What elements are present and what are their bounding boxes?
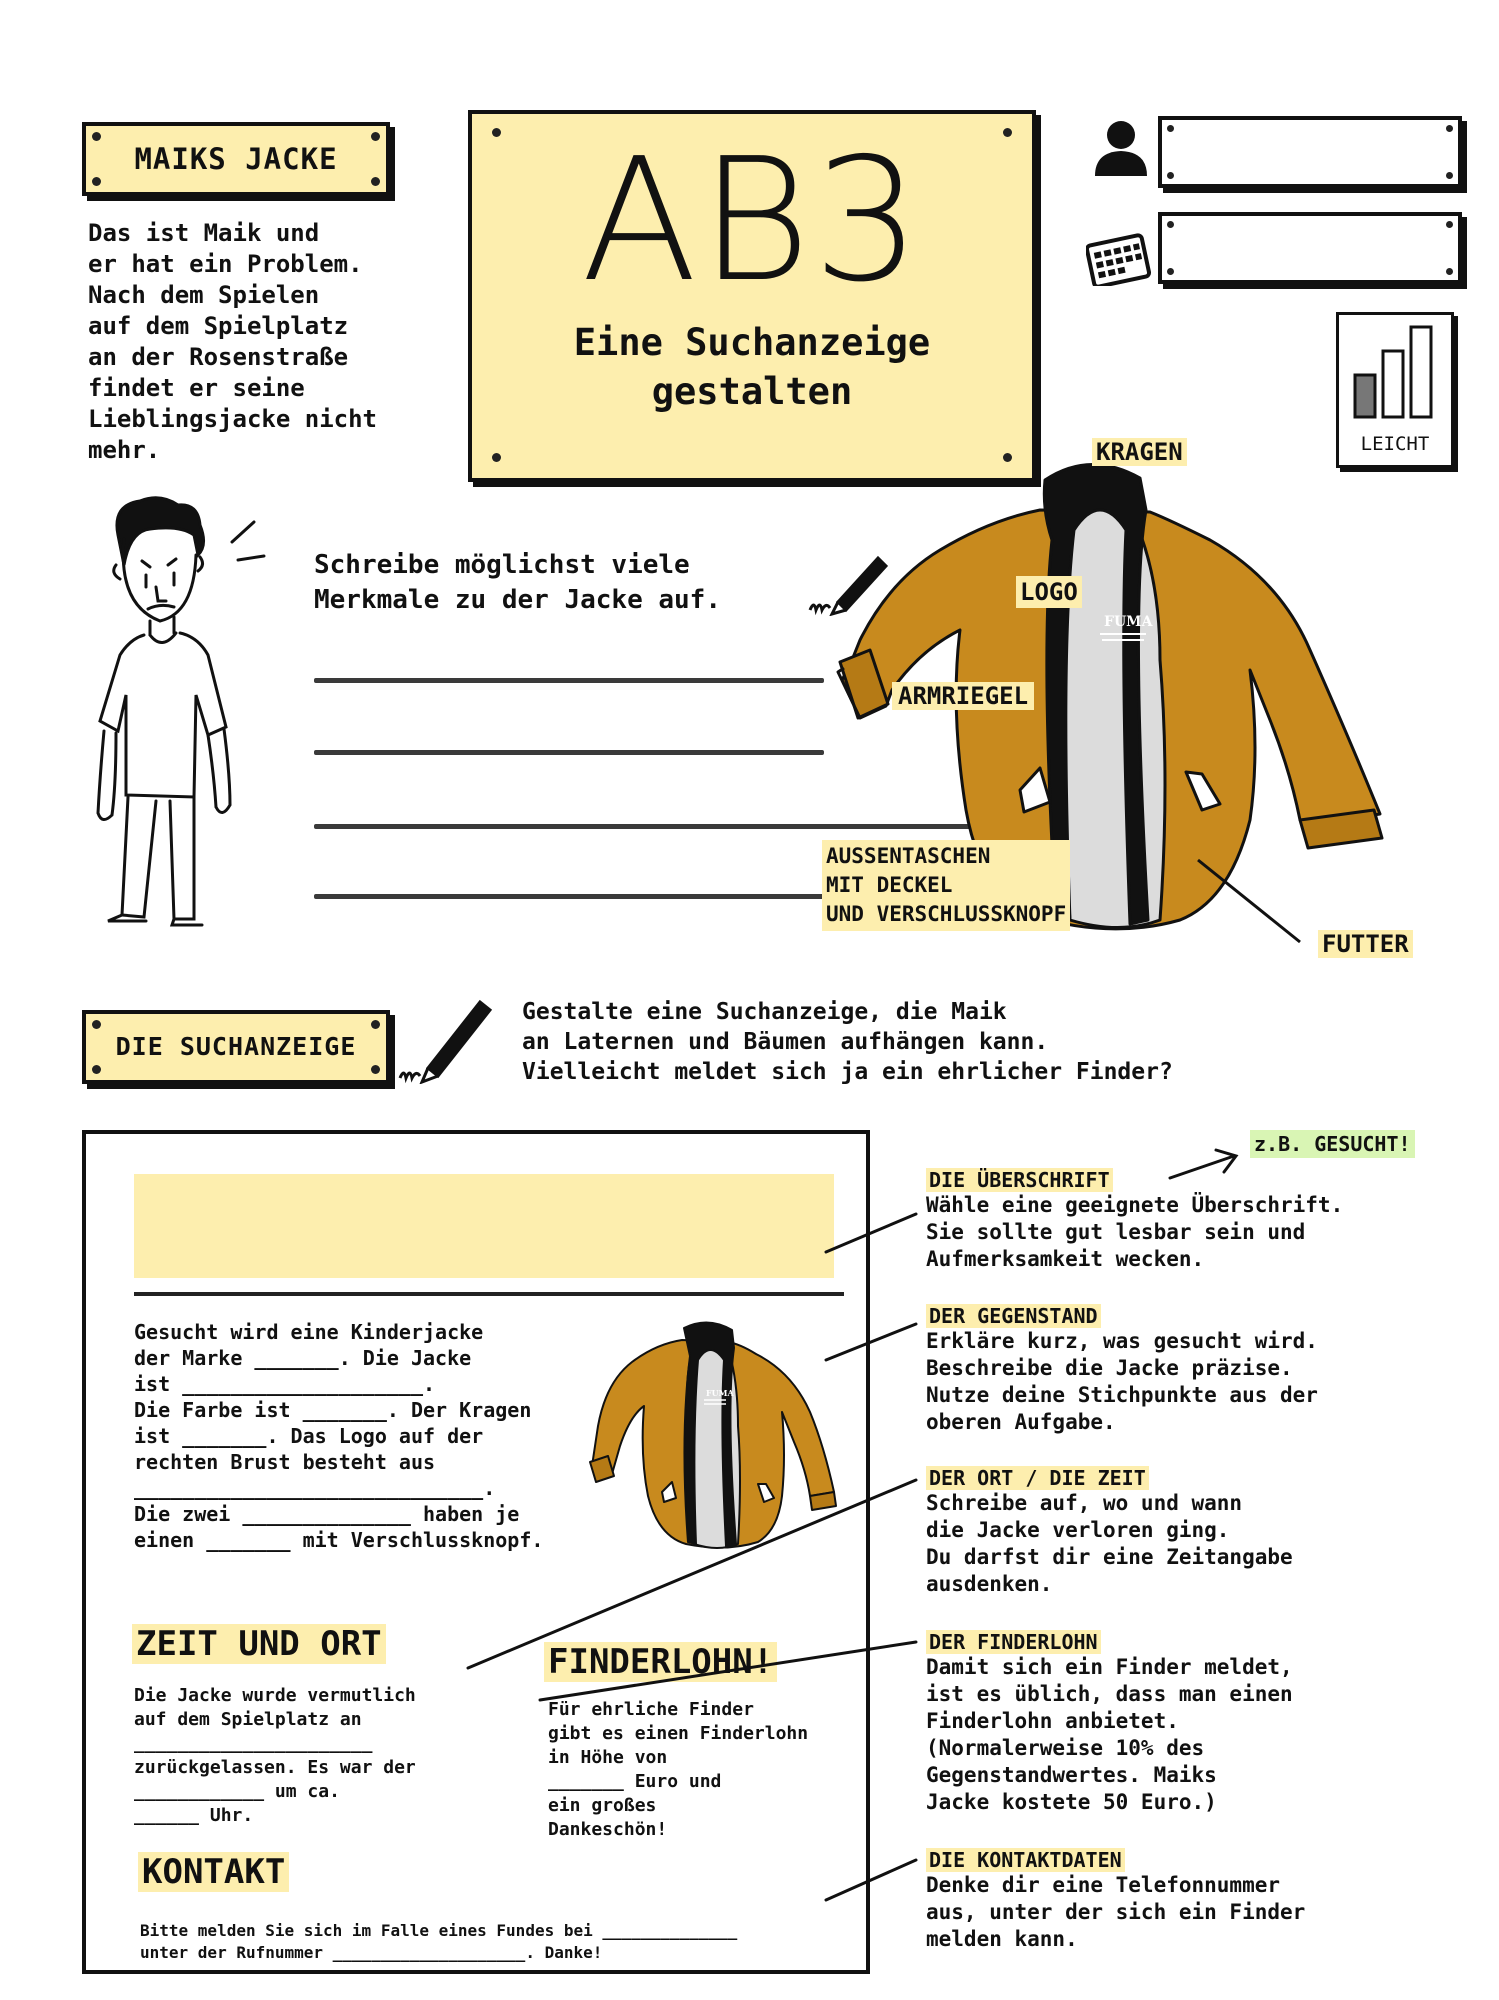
side-text-5: Denke dir eine Telefonnummer aus, unter der sich ein Finder melden kann.	[926, 1873, 1306, 1951]
label-kragen: KRAGEN	[1092, 438, 1187, 466]
side-head-2: DER GEGENSTAND	[926, 1304, 1101, 1328]
side-item-object	[926, 1304, 1486, 1436]
label-futter: FUTTER	[1318, 930, 1413, 958]
reward-text: Für ehrliche Finder gibt es einen Finderlohn in Höhe von _______ Euro und ein großes Dankeschön!	[548, 1699, 809, 1840]
side-item-contact	[926, 1848, 1486, 1953]
task1-instruction: Schreibe möglichst viele Merkmale zu der Jacke auf.	[314, 550, 721, 615]
thought-marks	[228, 520, 268, 566]
side-head-1: DIE ÜBERSCHRIFT	[926, 1168, 1113, 1192]
plaque-title-2: DIE SUCHANZEIGE	[115, 1032, 357, 1061]
task2-instruction: Gestalte eine Suchanzeige, die Maik an Laternen und Bäumen aufhängen kann. Vielleicht meldet sich ja ein ehrlicher Finder?	[522, 999, 1173, 1085]
difficulty-label: LEICHT	[1360, 433, 1430, 455]
small-jacket-brand: FUMA	[706, 1388, 734, 1398]
description-text: Gesucht wird eine Kinderjacke der Marke _______. Die Jacke ist ____________________. Die Farbe ist _______. Der Kragen ist _______. Das Logo auf der rechten Brust besteht aus _____________________________. Die zwei ______________ haben je einen _______ mit Verschlussknopf.	[134, 1320, 544, 1552]
answer-line-4[interactable]	[314, 894, 870, 899]
side-text-4: Damit sich ein Finder meldet, ist es üblich, dass man einen Finderlohn anbietet. (Normalerweise 10% des Gegenstandwertes. Maiks Jacke kostete 50 Euro.)	[926, 1655, 1293, 1814]
contact-text: Bitte melden Sie sich im Falle eines Fundes bei ______________ unter der Rufnummer ____________________. Danke!	[140, 1921, 738, 1962]
time-place-head: ZEIT UND ORT	[132, 1624, 386, 1664]
difficulty-bars-icon	[1339, 315, 1451, 425]
side-head-3: DER ORT / DIE ZEIT	[926, 1466, 1149, 1490]
label-aussentaschen: AUSSENTASCHEN MIT DECKEL UND VERSCHLUSSKNOPF	[822, 840, 1070, 931]
name-field[interactable]	[1158, 116, 1462, 188]
maiks-jacke-plaque	[82, 122, 390, 196]
example-text: z.B. GESUCHT!	[1254, 1132, 1411, 1156]
side-text-2: Erkläre kurz, was gesucht wird. Beschreibe die Jacke präzise. Nutze deine Stichpunkte aus der oberen Aufgabe.	[926, 1329, 1318, 1434]
side-head-4: DER FINDERLOHN	[926, 1630, 1101, 1654]
label-armriegel: ARMRIEGEL	[892, 682, 1034, 710]
suchanzeige-plaque	[82, 1010, 390, 1084]
pencil-icon-2	[398, 996, 498, 1084]
date-field[interactable]	[1158, 212, 1462, 284]
calendar-icon	[1086, 230, 1152, 286]
answer-line-1[interactable]	[314, 678, 824, 683]
side-item-headline	[926, 1168, 1486, 1273]
ab3-title-plaque	[468, 110, 1036, 482]
contact-head: KONTAKT	[138, 1852, 289, 1892]
connector-lines	[460, 1160, 940, 1920]
side-item-reward	[926, 1630, 1486, 1816]
side-item-place-time	[926, 1466, 1486, 1598]
ab-title: AB3	[581, 122, 923, 320]
intro-text: Das ist Maik und er hat ein Problem. Nach dem Spielen auf dem Spielplatz an der Rosenstraße findet er seine Lieblingsjacke nicht mehr.	[88, 219, 377, 464]
person-icon	[1092, 118, 1150, 178]
label-logo: LOGO	[1016, 576, 1082, 608]
jacket-brand: FUMA	[1104, 614, 1153, 630]
example-highlight	[1250, 1130, 1415, 1158]
answer-line-2[interactable]	[314, 750, 824, 755]
time-place-text: Die Jacke wurde vermutlich auf dem Spielplatz an ______________________ zurückgelassen. Es war der ____________ um ca. ______ Uhr.	[134, 1685, 416, 1826]
plaque-title: MAIKS JACKE	[134, 142, 338, 176]
ab-subtitle: Eine Suchanzeige gestalten	[573, 321, 931, 413]
difficulty-box	[1336, 312, 1454, 468]
side-text-1: Wähle eine geeignete Überschrift. Sie sollte gut lesbar sein und Aufmerksamkeit wecken.	[926, 1193, 1344, 1271]
side-head-5: DIE KONTAKTDATEN	[926, 1848, 1125, 1872]
reward-head: FINDERLOHN!	[544, 1642, 777, 1682]
side-text-3: Schreibe auf, wo und wann die Jacke verloren ging. Du darfst dir eine Zeitangabe ausdenken.	[926, 1491, 1293, 1596]
